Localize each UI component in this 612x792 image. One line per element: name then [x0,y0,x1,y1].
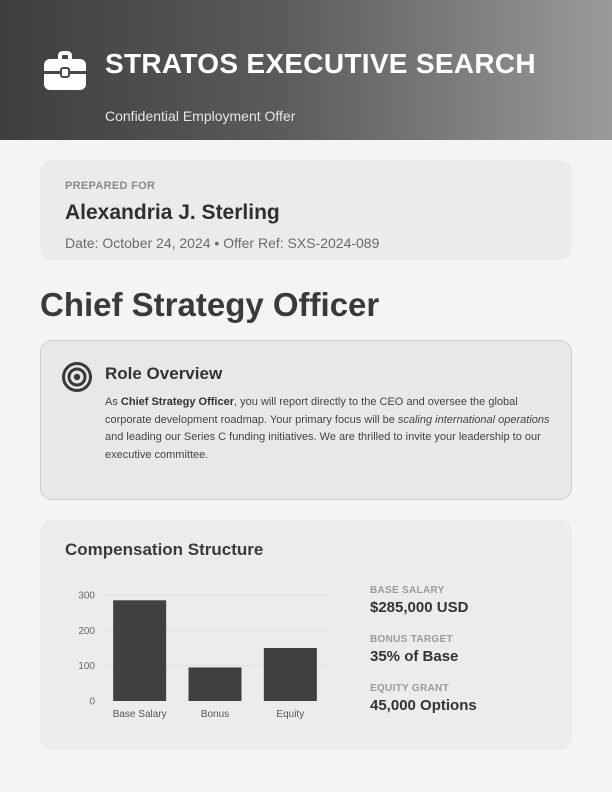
x-tick-label: Equity [276,709,305,720]
recipient-card [40,160,572,260]
offer-meta: Date: October 24, 2024 • Offer Ref: SXS-2024-089 [65,235,380,251]
recipient-name: Alexandria J. Sterling [65,201,280,224]
overview-text-part: As [105,396,121,408]
y-tick-label: 0 [89,696,95,708]
x-tick-label: Bonus [200,709,230,720]
compensation-card [40,520,572,750]
bar-equity [264,648,317,701]
target-icon [61,361,93,393]
stat-equity-grant [370,683,477,714]
document-subtitle: Confidential Employment Offer [105,108,296,124]
stat-value: 35% of Base [370,648,459,665]
briefcase-icon [43,48,87,92]
stat-label: BASE SALARY [370,585,445,596]
bar-base-salary [113,600,166,701]
compensation-heading: Compensation Structure [65,540,264,559]
stat-value: $285,000 USD [370,599,469,616]
compensation-bar-chart [40,520,370,750]
stat-value: 45,000 Options [370,697,477,714]
stat-label: BONUS TARGET [370,634,453,645]
overview-focus-emphasis: scaling international operations [397,413,550,426]
role-title: Chief Strategy Officer [40,286,380,323]
stat-base-salary [370,585,468,616]
y-tick-label: 300 [78,590,95,602]
overview-text-part: and leading our Series C funding initiatives. We are thrilled to invite your leadership to our executive committee. [105,431,541,462]
company-name: STRATOS EXECUTIVE SEARCH [105,48,536,79]
y-tick-label: 100 [78,661,95,673]
header-banner [0,0,612,140]
prepared-for-label: PREPARED FOR [65,180,156,192]
overview-role-emphasis: Chief Strategy Officer [120,396,234,408]
x-tick-label: Base Salary [112,709,167,720]
role-overview-heading: Role Overview [105,364,223,383]
role-overview-card [40,340,572,500]
role-overview-text [105,394,551,465]
stat-bonus-target [370,634,458,665]
stat-label: EQUITY GRANT [370,683,449,694]
y-tick-label: 200 [78,625,95,637]
overview-text-part: , you will report directly to the CEO and oversee the global corporate development roadmap. Your primary focus will be [105,396,518,426]
bar-bonus [189,667,242,701]
